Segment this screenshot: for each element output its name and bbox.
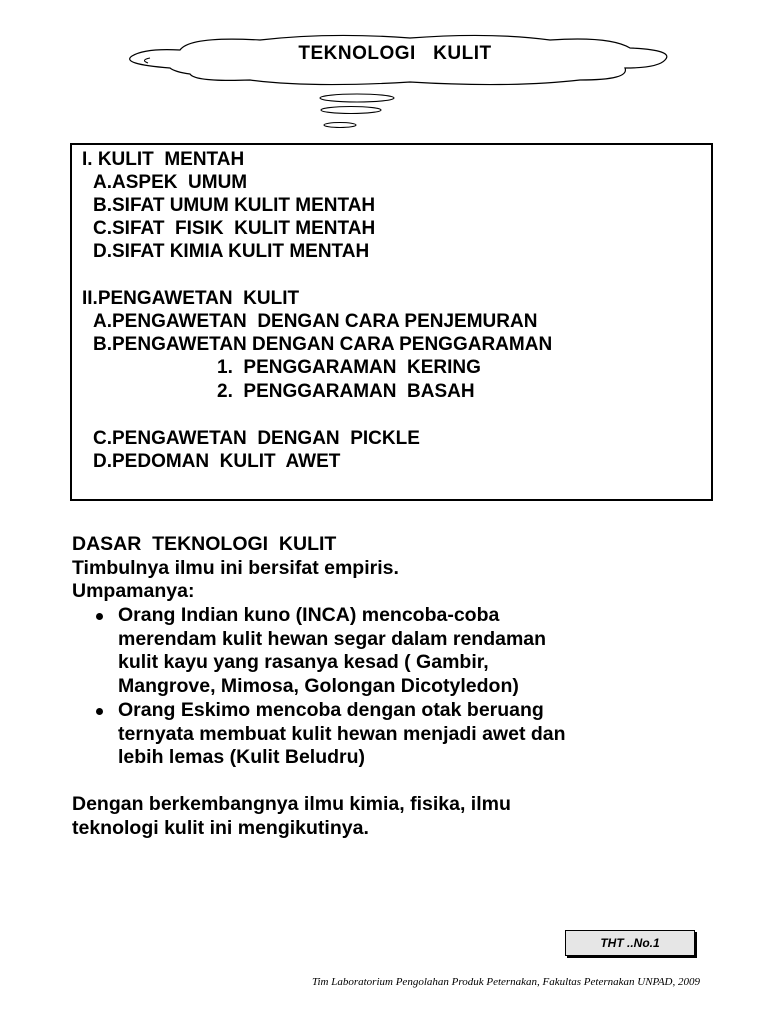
- outline-subitem: 2. PENGGARAMAN BASAH: [217, 381, 475, 402]
- page-footer: Tim Laboratorium Pengolahan Produk Peternakan, Fakultas Peternakan UNPAD, 2009: [311, 976, 700, 988]
- outline-subitem: 1. PENGGARAMAN KERING: [217, 357, 481, 378]
- outline-item: II.PENGAWETAN KULIT: [82, 288, 300, 309]
- list-item-text: Orang Indian kuno (INCA) mencoba-coba merendam kulit hewan segar dalam rendaman kulit kayu yang rasanya kesad ( Gambir, Mangrove, Mimosa, Golongan Dicotyledon): [118, 604, 547, 697]
- outline-item: A.ASPEK UMUM: [93, 172, 248, 193]
- outline-item: A.PENGAWETAN DENGAN CARA PENJEMURAN: [93, 311, 538, 332]
- bullet-icon: [96, 613, 103, 620]
- outline-item: B.PENGAWETAN DENGAN CARA PENGGARAMAN: [93, 334, 553, 355]
- section-heading: DASAR TEKNOLOGI KULIT: [72, 533, 337, 555]
- section-intro: Timbulnya ilmu ini bersifat empiris.: [72, 557, 399, 579]
- outline-item: B.SIFAT UMUM KULIT MENTAH: [93, 195, 376, 216]
- outline-item: I. KULIT MENTAH: [82, 149, 245, 170]
- example-label: Umpamanya:: [72, 580, 195, 602]
- outline-item: C.PENGAWETAN DENGAN PICKLE: [93, 428, 420, 449]
- outline-item: D.PEDOMAN KULIT AWET: [93, 451, 341, 472]
- page-number-badge: THT ..No.1: [565, 930, 695, 956]
- title-cloud: [110, 30, 680, 130]
- closing-paragraph: Dengan berkembangnya ilmu kimia, fisika, ilmu teknologi kulit ini mengikutinya.: [72, 793, 511, 839]
- list-item-text: Orang Eskimo mencoba dengan otak beruang ternyata membuat kulit hewan menjadi awet dan lebih lemas (Kulit Beludru): [118, 699, 566, 768]
- outline-item: C.SIFAT FISIK KULIT MENTAH: [93, 218, 376, 239]
- outline-item: D.SIFAT KIMIA KULIT MENTAH: [93, 241, 370, 262]
- page-title: TEKNOLOGI KULIT: [298, 43, 492, 64]
- bullet-icon: [96, 708, 103, 715]
